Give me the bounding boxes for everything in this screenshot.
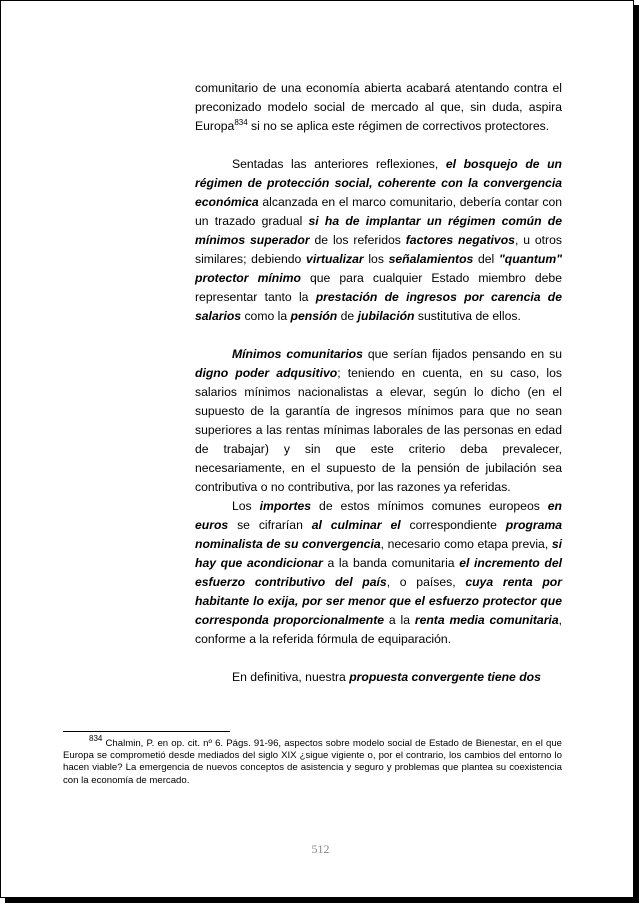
emphasized-text: factores negativos bbox=[405, 233, 515, 247]
text-run: que serían fijados pensando en su bbox=[362, 347, 562, 361]
text-run: como la bbox=[241, 309, 291, 323]
emphasized-text: programa nominalista de su convergencia bbox=[195, 518, 562, 551]
text-run: que para cualquier Estado miembro debe representar tanto la bbox=[195, 271, 562, 304]
text-run: los bbox=[363, 252, 389, 266]
emphasized-text: cuya renta por habitante lo exija, por ser menor que el esfuerzo protector que corresponda proporcionalmente bbox=[195, 575, 562, 627]
page-number: 512 bbox=[311, 842, 330, 856]
footnote-separator bbox=[63, 731, 230, 732]
emphasized-text: si ha de implantar un régimen común de mínimos superador bbox=[195, 214, 563, 247]
text-run: a la banda comunitaria bbox=[322, 556, 460, 570]
text-run: Los bbox=[232, 499, 260, 513]
footnote-text: Chalmin, P. en op. cit. nº 6. Págs. 91-96, aspectos sobre modelo social de Estado de Bienestar, en el que Europa se comprometió desde mediados del siglo XIX ¿sigue vigiente o, por el contrario, los cambios del entorno lo hacen viable? La emergencia de nuevos conceptos de asistencia y seguro y problemas que plantea su coexistencia con la economía de mercado. bbox=[63, 738, 562, 786]
text-run: Sentadas las anteriores reflexiones, bbox=[232, 157, 446, 171]
emphasized-text: en euros bbox=[195, 499, 563, 532]
text-run: de estos mínimos comunes europeos bbox=[311, 499, 548, 513]
text-run: , necesario como etapa previa, bbox=[380, 537, 552, 551]
page-shadow-bottom bbox=[5, 898, 639, 903]
emphasized-text: renta media comunitaria bbox=[414, 613, 559, 627]
text-run: ; teniendo en cuenta, en su caso, los salarios mínimos nacionalistas a elevar, según lo dicho (en el supuesto de la garantía de ingresos mínimos para que no sean superiores a las rentas mínimas laborales de las personas en edad de trabajar) y sin que este criterio deba prevalecer, necesariamente, en el supuesto de la pensión de jubilación sea contributiva o no contributiva, por las razones ya referidas. bbox=[195, 366, 562, 494]
emphasized-text: Mínimos comunitarios bbox=[232, 347, 363, 361]
text-run: de los referidos bbox=[309, 233, 406, 247]
text-run: , u otros similares; debiendo bbox=[195, 233, 562, 266]
text-run: , conforme a la referida fórmula de equiparación. bbox=[195, 613, 562, 646]
page-shadow-right bbox=[634, 5, 639, 903]
footnote: $^{834}$ Chalmin, P. en op. cit. nº 6. Págs. 91-96, aspectos sobre modelo social de Estado de Bienestar, en el que Europa se comprometió desde mediados del siglo XIX ¿sigue vigiente o, por el contrario, los cambios del entorno lo hacen viable? La emergencia de nuevos conceptos de asistencia y seguro y problemas que plantea su coexistencia con la economía de mercado. bbox=[63, 734, 562, 786]
emphasized-text: si hay que acondicionar bbox=[195, 537, 562, 570]
emphasized-text: pensión bbox=[290, 309, 338, 323]
text-run: , o países, bbox=[386, 575, 466, 589]
text-run: comunitario de una economía abierta acabará atentando contra el preconizado modelo social de mercado al que, sin duda, aspira Europa bbox=[195, 81, 562, 133]
emphasized-text: digno poder adqusitivo bbox=[195, 366, 338, 380]
emphasized-text: prestación de ingresos por carencia de salarios bbox=[195, 290, 563, 323]
emphasized-text: jubilación bbox=[357, 309, 415, 323]
paragraph bbox=[195, 668, 562, 687]
text-run: se cifrarían bbox=[228, 518, 312, 532]
body-text bbox=[195, 79, 562, 687]
emphasized-text: "quantum" protector mínimo bbox=[195, 252, 562, 285]
emphasized-text: al culminar el bbox=[311, 518, 401, 532]
text-run: si no se aplica este régimen de correctivos protectores. bbox=[247, 119, 550, 133]
text-run: sustitutiva de ellos. bbox=[414, 309, 521, 323]
text-run: alcanzada en el marco comunitario, debería contar con un trazado gradual bbox=[195, 195, 562, 228]
emphasized-text: importes bbox=[259, 499, 312, 513]
emphasized-text: el incremento del esfuerzo contributivo del país bbox=[195, 556, 562, 589]
emphasized-text: propuesta convergente tiene dos bbox=[349, 670, 541, 684]
text-run: a la bbox=[384, 613, 415, 627]
emphasized-text: virtualizar bbox=[306, 252, 364, 266]
emphasized-text: señalamientos bbox=[388, 252, 474, 266]
text-run: de bbox=[337, 309, 358, 323]
text-run: correspondiente bbox=[400, 518, 506, 532]
footnote-reference: 834 bbox=[234, 118, 248, 127]
text-run: del bbox=[473, 252, 499, 266]
paragraph bbox=[195, 155, 562, 326]
paragraph bbox=[195, 345, 562, 497]
text-run: En definitiva, nuestra bbox=[232, 670, 350, 684]
emphasized-text: el bosquejo de un régimen de protección social, coherente con la convergencia económica bbox=[195, 157, 562, 209]
paragraph bbox=[195, 79, 562, 136]
paragraph bbox=[195, 497, 562, 649]
